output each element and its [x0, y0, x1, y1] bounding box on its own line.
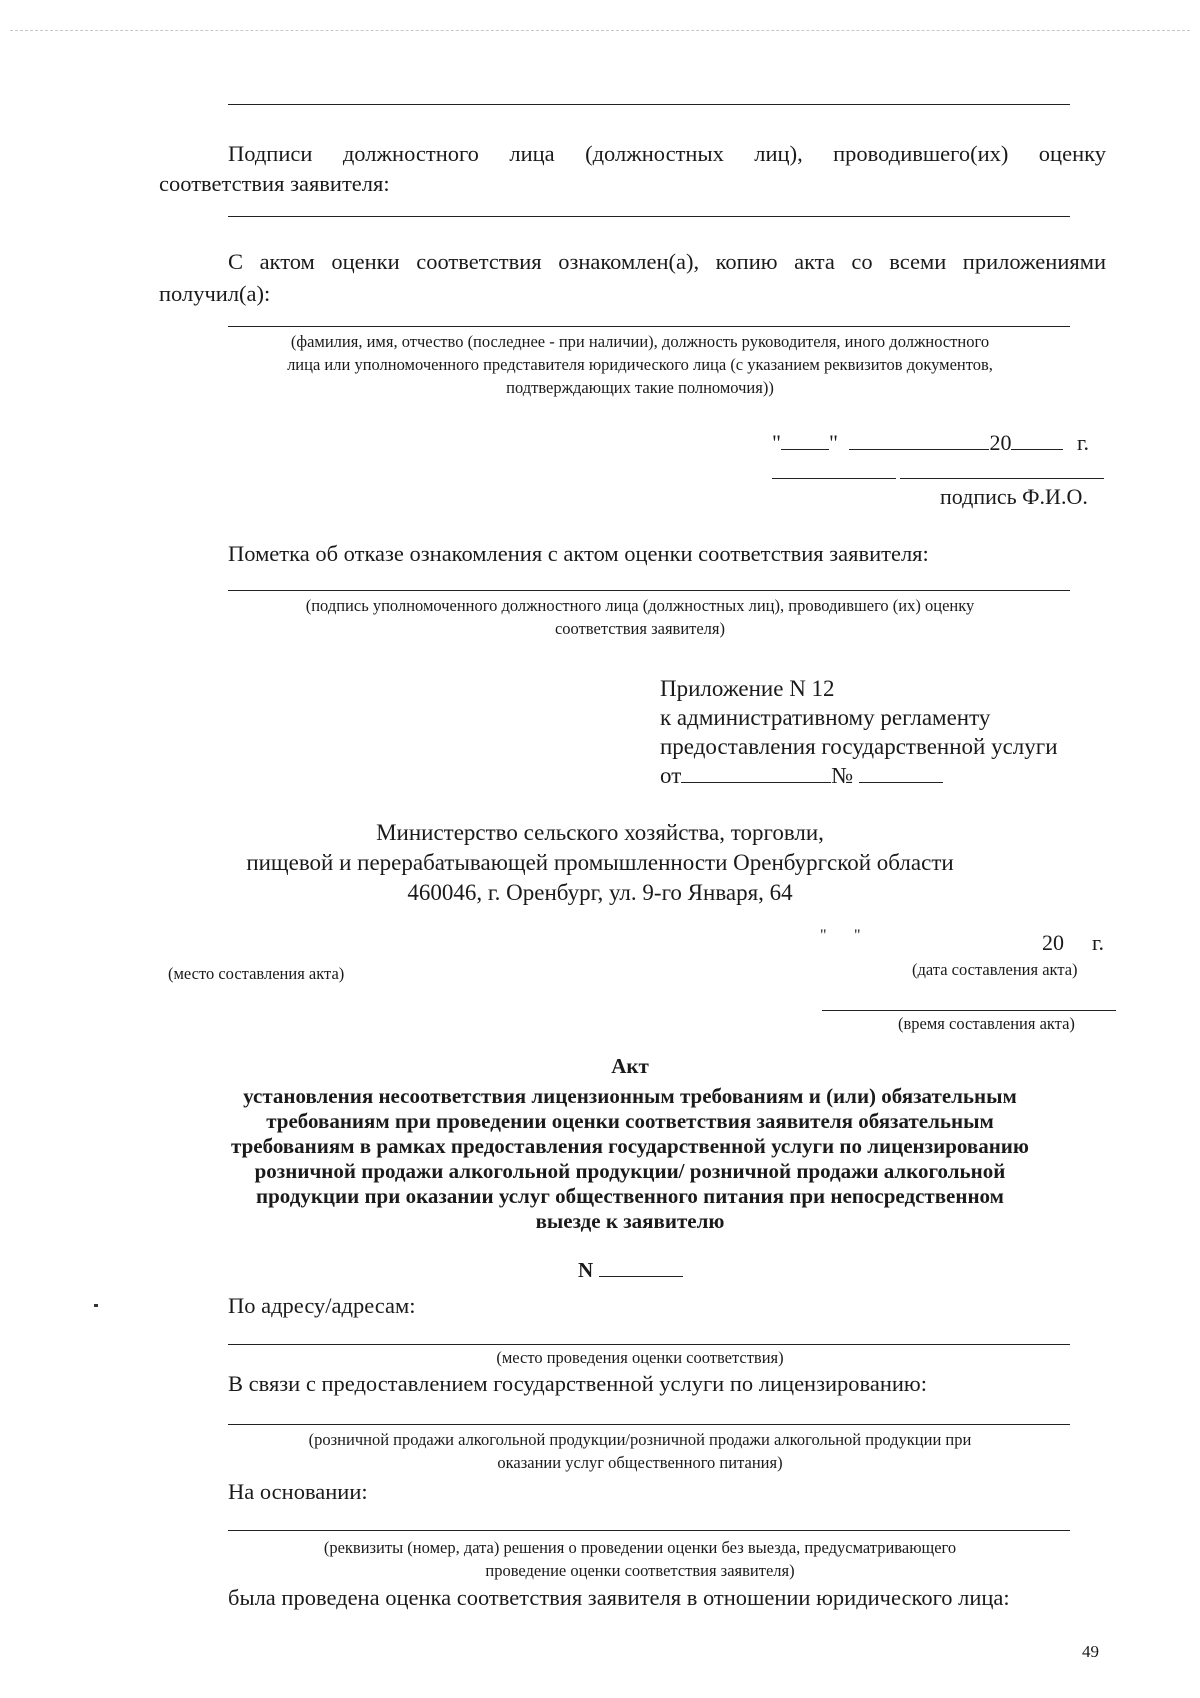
ministry-block: [40, 818, 1160, 908]
act-heading: Акт: [611, 1054, 649, 1078]
appendix-line4: [660, 761, 1058, 790]
scan-speck: [94, 1304, 98, 1307]
act-title-line1: установления несоответствия лицензионным требованиям и (или) обязательным: [243, 1084, 1017, 1108]
acquainted-line2: получил(а):: [159, 281, 271, 306]
license-caption-line2: оказании услуг общественного питания): [497, 1453, 783, 1472]
act-title-line2: требованиям при проведении оценки соответствия заявителя обязательным: [266, 1109, 994, 1133]
act-year-prefix: 20: [1042, 930, 1064, 955]
act-year-suffix: г.: [1092, 930, 1105, 955]
fio-blank: [900, 478, 1104, 479]
date-caption: (дата составления акта): [912, 960, 1078, 979]
acquainted-caption-line1: (фамилия, имя, отчество (последнее - при наличии), должность руководителя, иного должностного: [290, 332, 990, 351]
refusal-caption-line1: (подпись уполномоченного должностного лица (должностных лиц), проводившего (их) оценку: [305, 596, 975, 615]
number-label: №: [831, 763, 854, 788]
license-line: [228, 1424, 1070, 1425]
basis-caption: [170, 1536, 1110, 1582]
act-title-line4: розничной продажи алкогольной продукции/ розничной продажи алкогольной: [254, 1159, 1006, 1183]
act-open-quote: ": [820, 927, 827, 944]
act-title-line3: требованиям в рамках предоставления государственной услуги по лицензированию: [231, 1134, 1029, 1158]
refusal-line: [228, 590, 1070, 591]
basis-label: На основании:: [228, 1479, 368, 1504]
conducted-text: была проведена оценка соответствия заявителя в отношении юридического лица:: [228, 1585, 1010, 1610]
ministry-line3: 460046, г. Оренбург, ул. 9-го Января, 64: [407, 880, 793, 905]
address-label: По адресу/адресам:: [228, 1293, 416, 1318]
scan-edge-artifact: [10, 30, 1190, 31]
year-prefix: 20: [989, 430, 1012, 455]
blank-line: [228, 104, 1070, 105]
appendix-line1: Приложение N 12: [660, 676, 835, 701]
ministry-line2: пищевой и перерабатывающей промышленности Оренбургской области: [246, 850, 954, 875]
close-quote: ": [828, 430, 838, 455]
basis-caption-line1: (реквизиты (номер, дата) решения о проведении оценки без выезда, предусматривающего: [323, 1538, 957, 1557]
open-quote: ": [772, 430, 781, 455]
signature-blank: [772, 478, 896, 479]
appendix-line2: к административному регламенту: [660, 705, 991, 730]
acquainted-caption-line2: лица или уполномоченного представителя юридического лица (с указанием реквизитов документов,: [287, 355, 993, 374]
license-text: В связи с предоставлением государственной услуги по лицензированию:: [228, 1371, 927, 1396]
time-caption: (время составления акта): [898, 1014, 1075, 1033]
acquainted-line1: С актом оценки соответствия ознакомлен(а), копию акта со всеми приложениями: [228, 249, 1106, 274]
appendix-line3: предоставления государственной услуги: [660, 734, 1058, 759]
act-number-blank: [599, 1258, 683, 1277]
refusal-caption: [170, 594, 1110, 640]
day-blank: [781, 429, 829, 450]
from-label: от: [660, 763, 682, 788]
number-blank: [859, 762, 943, 783]
act-title-line6: выезде к заявителю: [535, 1209, 725, 1233]
signatures-official-line1: Подписи должностного лица (должностных лиц), проводившего(их) оценку: [228, 141, 1106, 166]
signatures-official-line2: соответствия заявителя:: [159, 171, 390, 196]
page-number: 49: [1082, 1642, 1099, 1661]
appendix-block: [660, 674, 1058, 790]
act-title: [80, 1054, 1180, 1234]
license-caption: [170, 1428, 1110, 1474]
year-blank: [1011, 429, 1063, 450]
act-title-line5: продукции при оказании услуг общественного питания при непосредственном: [256, 1184, 1004, 1208]
time-line: [822, 1010, 1116, 1011]
place-caption: (место составления акта): [168, 964, 345, 983]
act-number: [578, 1258, 683, 1281]
acquainted-caption-line3: подтверждающих такие полномочия)): [506, 378, 774, 397]
basis-caption-line2: проведение оценки соответствия заявителя): [485, 1561, 795, 1580]
refusal-caption-line2: соответствия заявителя): [554, 619, 726, 638]
act-number-label: N: [578, 1258, 594, 1282]
ministry-line1: Министерство сельского хозяйства, торговли,: [376, 820, 824, 845]
year-suffix: г.: [1076, 430, 1090, 455]
sign-fio-caption: подпись Ф.И.О.: [940, 484, 1088, 509]
signature-line: [228, 216, 1070, 217]
fio-line: [228, 326, 1070, 327]
refusal-text: Пометка об отказе ознакомления с актом оценки соответствия заявителя:: [228, 541, 929, 566]
month-blank: [849, 429, 989, 450]
acquainted-caption: [170, 330, 1110, 399]
date-blank: [681, 762, 831, 783]
address-caption: (место проведения оценки соответствия): [496, 1348, 784, 1367]
address-line: [228, 1344, 1070, 1345]
basis-line: [228, 1530, 1070, 1531]
act-close-quote: ": [854, 927, 861, 944]
license-caption-line1: (розничной продажи алкогольной продукции/розничной продажи алкогольной продукции при: [308, 1430, 972, 1449]
date-row: [772, 429, 1089, 454]
